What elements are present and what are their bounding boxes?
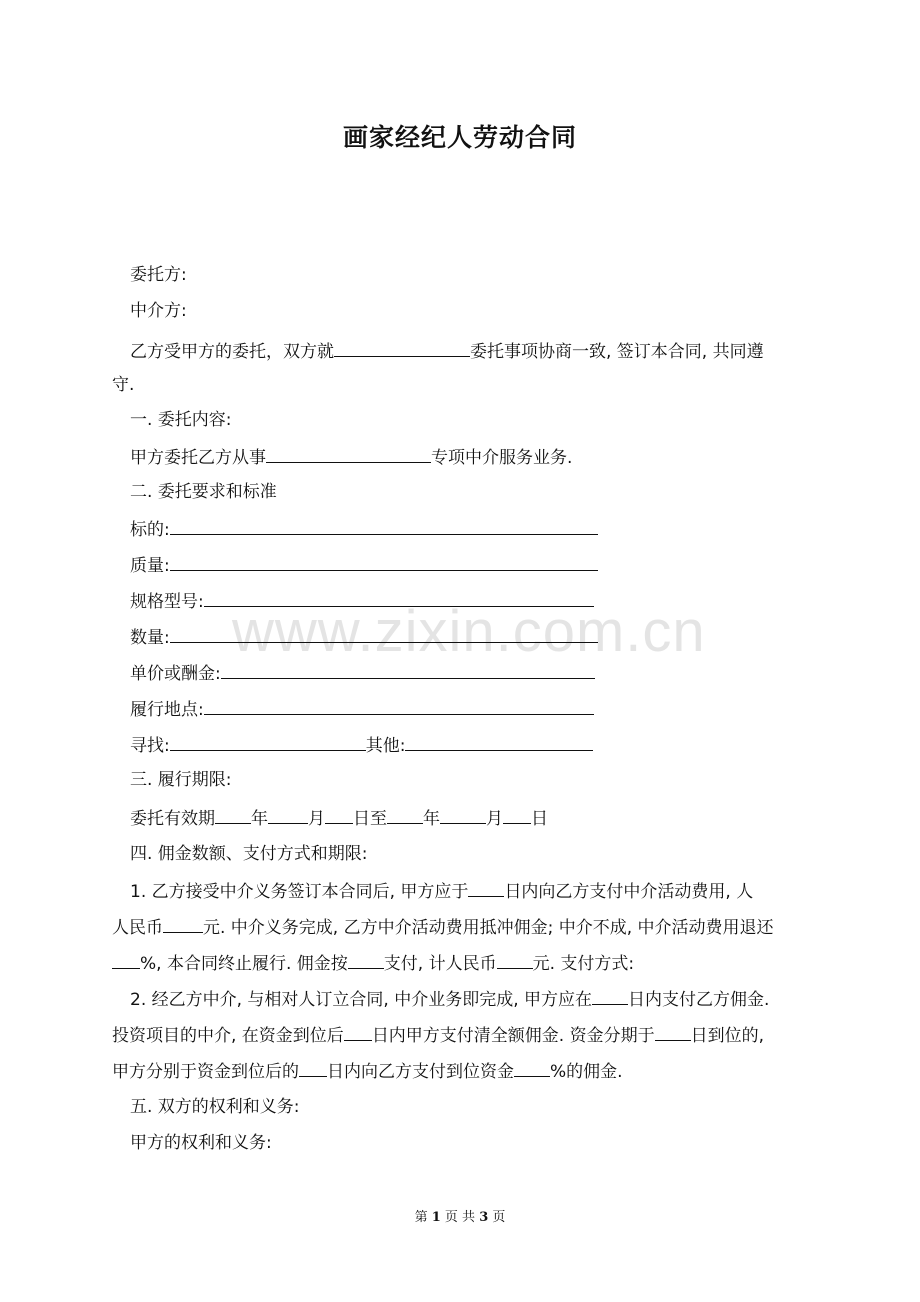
section-1-body: 甲方委托乙方从事 专项中介服务业务. <box>130 444 572 470</box>
blank-field <box>170 552 598 571</box>
section-4-p1-line2: 人民币 元. 中介义务完成, 乙方中介活动费用抵冲佣金; 中介不成, 中介活动费用退还 <box>112 914 774 940</box>
quality-line: 质量: <box>130 552 598 578</box>
section-4-p2-line2: 投资项目的中介, 在资金到位后 日内甲方支付清全额佣金. 资金分期于 日到位的, <box>112 1022 764 1048</box>
blank-field <box>405 732 593 751</box>
blank-field <box>334 338 470 357</box>
place-line: 履行地点: <box>130 696 594 722</box>
blank-field <box>221 660 595 679</box>
section-1-heading: 一. 委托内容: <box>130 410 232 430</box>
price-line: 单价或酬金: <box>130 660 595 686</box>
blank-field <box>170 624 598 643</box>
spec-line: 规格型号: <box>130 588 594 614</box>
blank-field <box>170 516 598 535</box>
agent-line: 中介方: <box>130 301 187 321</box>
blank-field <box>204 588 594 607</box>
blank-field <box>266 444 431 463</box>
blank-field <box>170 732 366 751</box>
section-4-p2-line1: 2. 经乙方中介, 与相对人订立合同, 中介业务即完成, 甲方应在 日内支付乙方佣金. <box>130 986 769 1012</box>
party-a-rights-heading: 甲方的权利和义务: <box>130 1133 272 1153</box>
section-4-heading: 四. 佣金数额、支付方式和期限: <box>130 844 368 864</box>
section-5-heading: 五. 双方的权利和义务: <box>130 1097 300 1117</box>
watermark: www.zixin.com.cn <box>232 599 706 664</box>
page-footer: 第 1 页 共 3 页 <box>414 1210 506 1225</box>
period-line: 委托有效期 年 月 日至 年 月 日 <box>130 805 548 831</box>
intro-continuation: 守. <box>112 375 135 395</box>
intro-paragraph: 乙方受甲方的委托，双方就 委托事项协商一致, 签订本合同, 共同遵 <box>130 338 764 364</box>
section-4-p2-line3: 甲方分别于资金到位后的 日内向乙方支付到位资金 %的佣金. <box>112 1058 623 1084</box>
section-2-heading: 二. 委托要求和标准 <box>130 482 277 502</box>
blank-field <box>204 696 594 715</box>
section-4-p1-line1: 1. 乙方接受中介义务签订本合同后, 甲方应于 日内向乙方支付中介活动费用, 人 <box>130 878 753 904</box>
section-3-heading: 三. 履行期限: <box>130 770 232 790</box>
subject-line: 标的: <box>130 516 598 542</box>
quantity-line: 数量: <box>130 624 598 650</box>
section-4-p1-line3: %, 本合同终止履行. 佣金按 支付, 计人民币 元. 支付方式: <box>112 950 634 976</box>
client-line: 委托方: <box>130 265 187 285</box>
document-title: 画家经纪人劳动合同 <box>342 123 577 152</box>
seek-other-line: 寻找: 其他: <box>130 732 593 758</box>
